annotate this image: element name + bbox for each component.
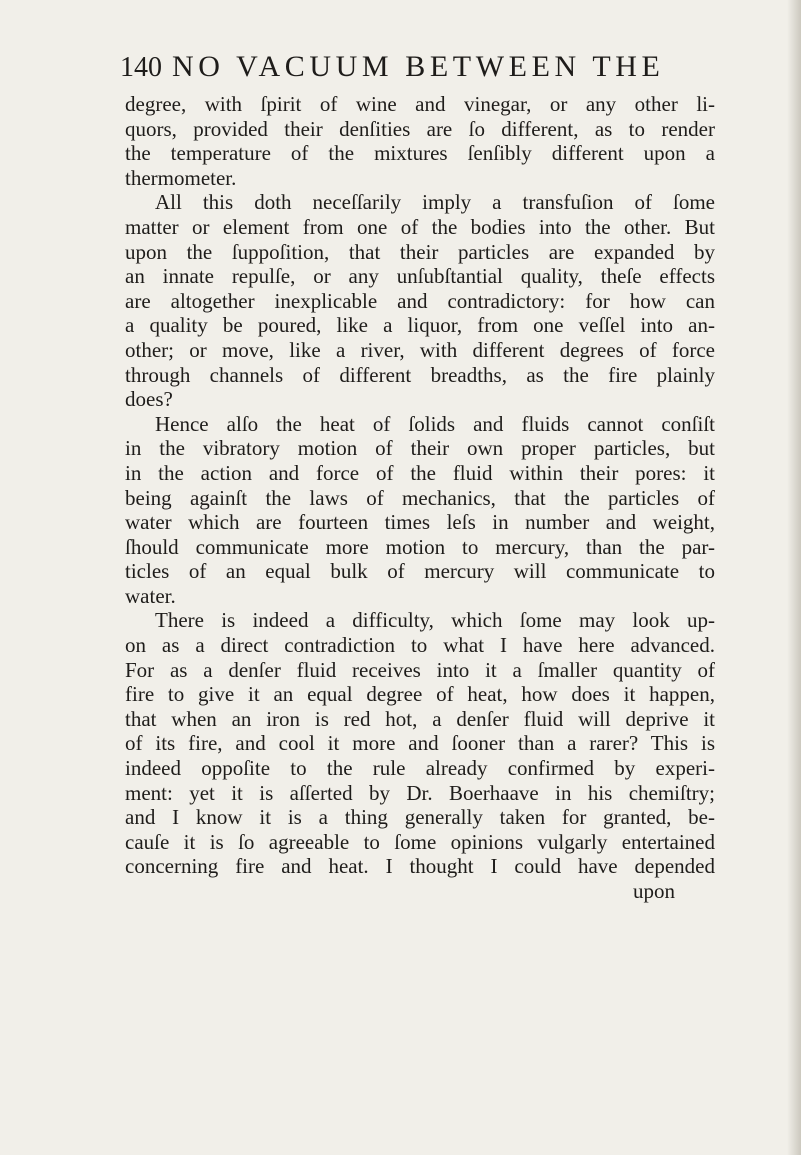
- text-line: For as a denſer fluid receives into it a ſmaller quantity of: [125, 657, 715, 682]
- text-line: of its fire, and cool it more and ſooner than a rarer? This is: [125, 731, 715, 756]
- text-line: thermometer.: [125, 165, 237, 190]
- text-line: fire to give it an equal degree of heat, how does it happen,: [125, 682, 715, 707]
- text-line: ment: yet it is aſſerted by Dr. Boerhaave in his chemiſtry;: [125, 780, 715, 805]
- text-line: being againſt the laws of mechanics, that the particles of: [125, 485, 715, 510]
- text-line: an innate repulſe, or any unſubſtantial quality, theſe effects: [125, 264, 715, 289]
- paragraph-start-line: All this doth neceſſarily imply a transfuſion of ſome: [155, 190, 715, 215]
- page-edge-shadow: [787, 0, 801, 1155]
- page-header: [120, 48, 720, 88]
- text-line: degree, with ſpirit of wine and vinegar, or any other li-: [125, 92, 715, 116]
- text-line: water.: [125, 583, 176, 608]
- text-line: on as a direct contradiction to what I have here advanced.: [125, 633, 715, 658]
- text-line: quors, provided their denſities are ſo different, as to render: [125, 116, 715, 141]
- text-line: the temperature of the mixtures ſenſibly different upon a: [125, 141, 715, 166]
- text-line: water which are fourteen times leſs in number and weight,: [125, 510, 715, 535]
- running-head: NO VACUUM BETWEEN THE: [172, 50, 665, 83]
- body-text: [125, 92, 715, 904]
- page-number: 140: [120, 52, 162, 83]
- catchword: upon: [633, 879, 675, 903]
- text-line: matter or element from one of the bodies into the other. But: [125, 214, 715, 239]
- text-line: in the vibratory motion of their own proper particles, but: [125, 436, 715, 461]
- text-line: that when an iron is red hot, a denſer fluid will deprive it: [125, 706, 715, 731]
- paragraph-start-line: There is indeed a difficulty, which ſome may look up-: [155, 608, 715, 633]
- text-line: in the action and force of the fluid within their pores: it: [125, 460, 715, 485]
- text-line: ticles of an equal bulk of mercury will communicate to: [125, 559, 715, 584]
- text-line: are altogether inexplicable and contradictory: for how can: [125, 288, 715, 313]
- text-line: concerning fire and heat. I thought I could have depended: [125, 854, 715, 879]
- text-line: other; or move, like a river, with different degrees of force: [125, 337, 715, 362]
- text-line: indeed oppoſite to the rule already confirmed by experi-: [125, 756, 715, 781]
- paragraph-start-line: Hence alſo the heat of ſolids and fluids cannot conſiſt: [155, 411, 715, 436]
- text-line: a quality be poured, like a liquor, from one veſſel into an-: [125, 313, 715, 338]
- text-line: cauſe it is ſo agreeable to ſome opinions vulgarly entertained: [125, 829, 715, 854]
- text-line: through channels of different breadths, as the fire plainly: [125, 362, 715, 387]
- text-line: and I know it is a thing generally taken for granted, be-: [125, 805, 715, 830]
- text-line: upon the ſuppoſition, that their particles are expanded by: [125, 239, 715, 264]
- text-line: does?: [125, 387, 173, 412]
- text-line: ſhould communicate more motion to mercury, than the par-: [125, 534, 715, 559]
